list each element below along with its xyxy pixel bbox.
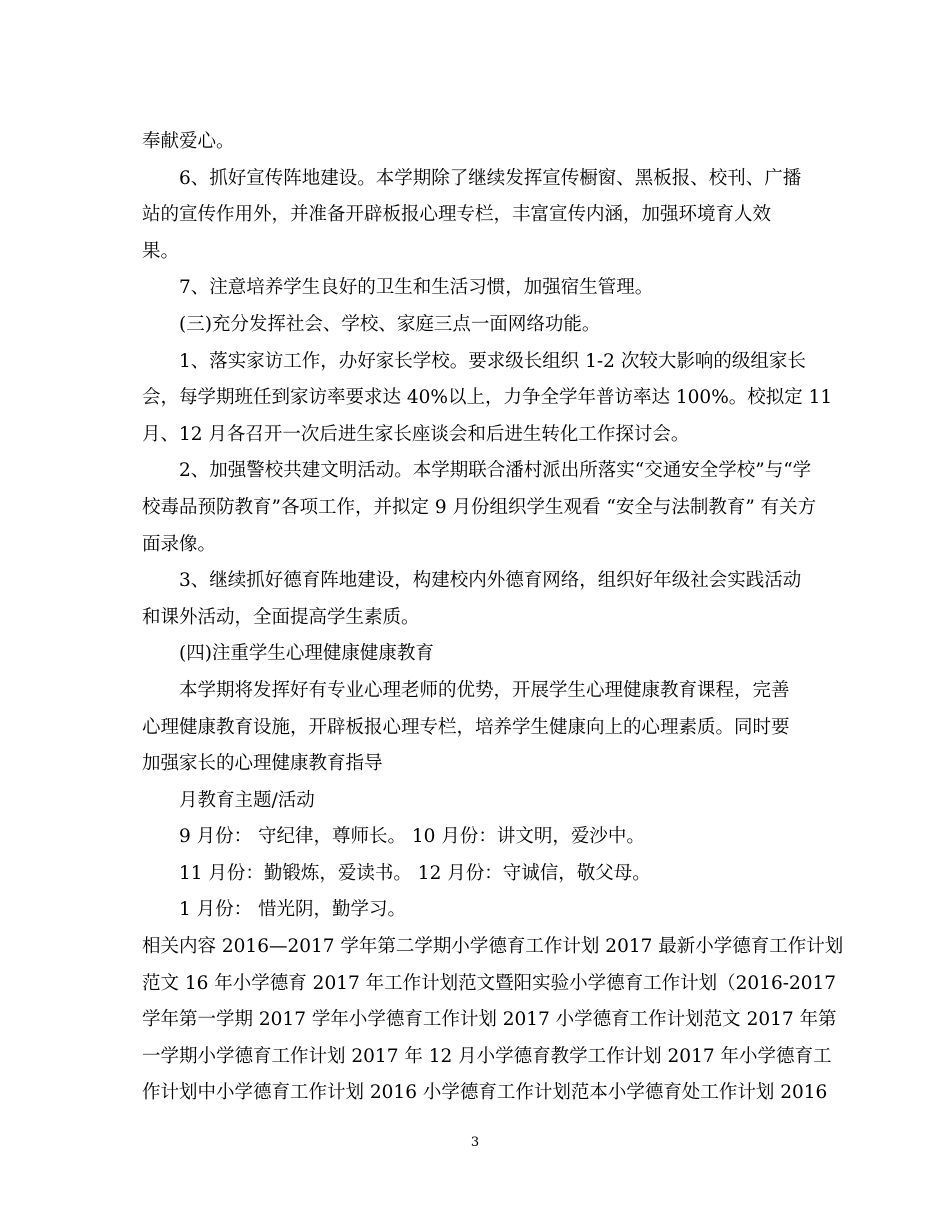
text-line: 校毒品预防教育”各项工作，并拟定 9 月份组织学生观看 “安全与法制教育” 有关方 bbox=[142, 496, 817, 518]
text-line: 9 月份： 守纪律，尊师长。 10 月份：讲文明，爱沙中。 bbox=[179, 826, 645, 848]
related-content-line: 学年第一学期 2017 学年小学德育工作计划 2017 小学德育工作计划范文 2017 年第 bbox=[142, 1009, 837, 1031]
text-line: 和课外活动，全面提高学生素质。 bbox=[142, 606, 420, 628]
text-line: 11 月份：勤锻炼，爱读书。 12 月份：守诚信，敬父母。 bbox=[179, 862, 651, 884]
related-content-line: 作计划中小学德育工作计划 2016 小学德育工作计划范本小学德育处工作计划 2016 bbox=[142, 1082, 828, 1104]
text-line: 2、加强警校共建文明活动。本学期联合潘村派出所落实“交通安全学校”与“学 bbox=[179, 460, 812, 482]
text-line: 果。 bbox=[142, 240, 180, 262]
related-content-line: 相关内容 2016—2017 学年第二学期小学德育工作计划 2017 最新小学德育工作计划 bbox=[142, 936, 844, 958]
text-line: 心理健康教育设施，开辟板报心理专栏，培养学生健康向上的心理素质。同时要 bbox=[142, 716, 790, 738]
text-line: 月教育主题/活动 bbox=[179, 789, 315, 811]
text-line: 会，每学期班任到家访率要求达 40%以上，力争全学年普访率达 100%。校拟定 11 bbox=[142, 387, 833, 409]
page-number: 3 bbox=[470, 1135, 480, 1150]
text-line: 3、继续抓好德育阵地建设，构建校内外德育网络，组织好年级社会实践活动 bbox=[179, 570, 802, 592]
related-content-line: 一学期小学德育工作计划 2017 年 12 月小学德育教学工作计划 2017 年小学德育工 bbox=[142, 1045, 832, 1067]
section-heading: (四)注重学生心理健康健康教育 bbox=[179, 643, 434, 665]
document-body bbox=[142, 124, 844, 1112]
text-line: 月、12 月各召开一次后进生家长座谈会和后进生转化工作探讨会。 bbox=[142, 423, 690, 445]
text-line: 7、注意培养学生良好的卫生和生活习惯，加强宿生管理。 bbox=[179, 277, 654, 299]
text-line: 1 月份： 惜光阴，勤学习。 bbox=[179, 899, 407, 921]
text-line: 站的宣传作用外，并准备开辟板报心理专栏，丰富宣传内涵，加强环境育人效 bbox=[142, 204, 772, 226]
text-line: 奉献爱心。 bbox=[142, 131, 235, 152]
text-line: 本学期将发挥好有专业心理老师的优势，开展学生心理健康教育课程，完善 bbox=[179, 679, 790, 701]
text-line: 1、落实家访工作，办好家长学校。要求级长组织 1-2 次较大影响的级组家长 bbox=[179, 350, 806, 372]
text-line: 面录像。 bbox=[142, 533, 217, 555]
section-heading: (三)充分发挥社会、学校、家庭三点一面网络功能。 bbox=[179, 313, 601, 335]
text-line: 加强家长的心理健康教育指导 bbox=[142, 753, 383, 775]
text-line: 6、抓好宣传阵地建设。本学期除了继续发挥宣传橱窗、黑板报、校刊、广播 bbox=[179, 167, 802, 189]
related-content-line: 范文 16 年小学德育 2017 年工作计划范文暨阳实验小学德育工作计划（2016-2017 bbox=[142, 972, 837, 994]
